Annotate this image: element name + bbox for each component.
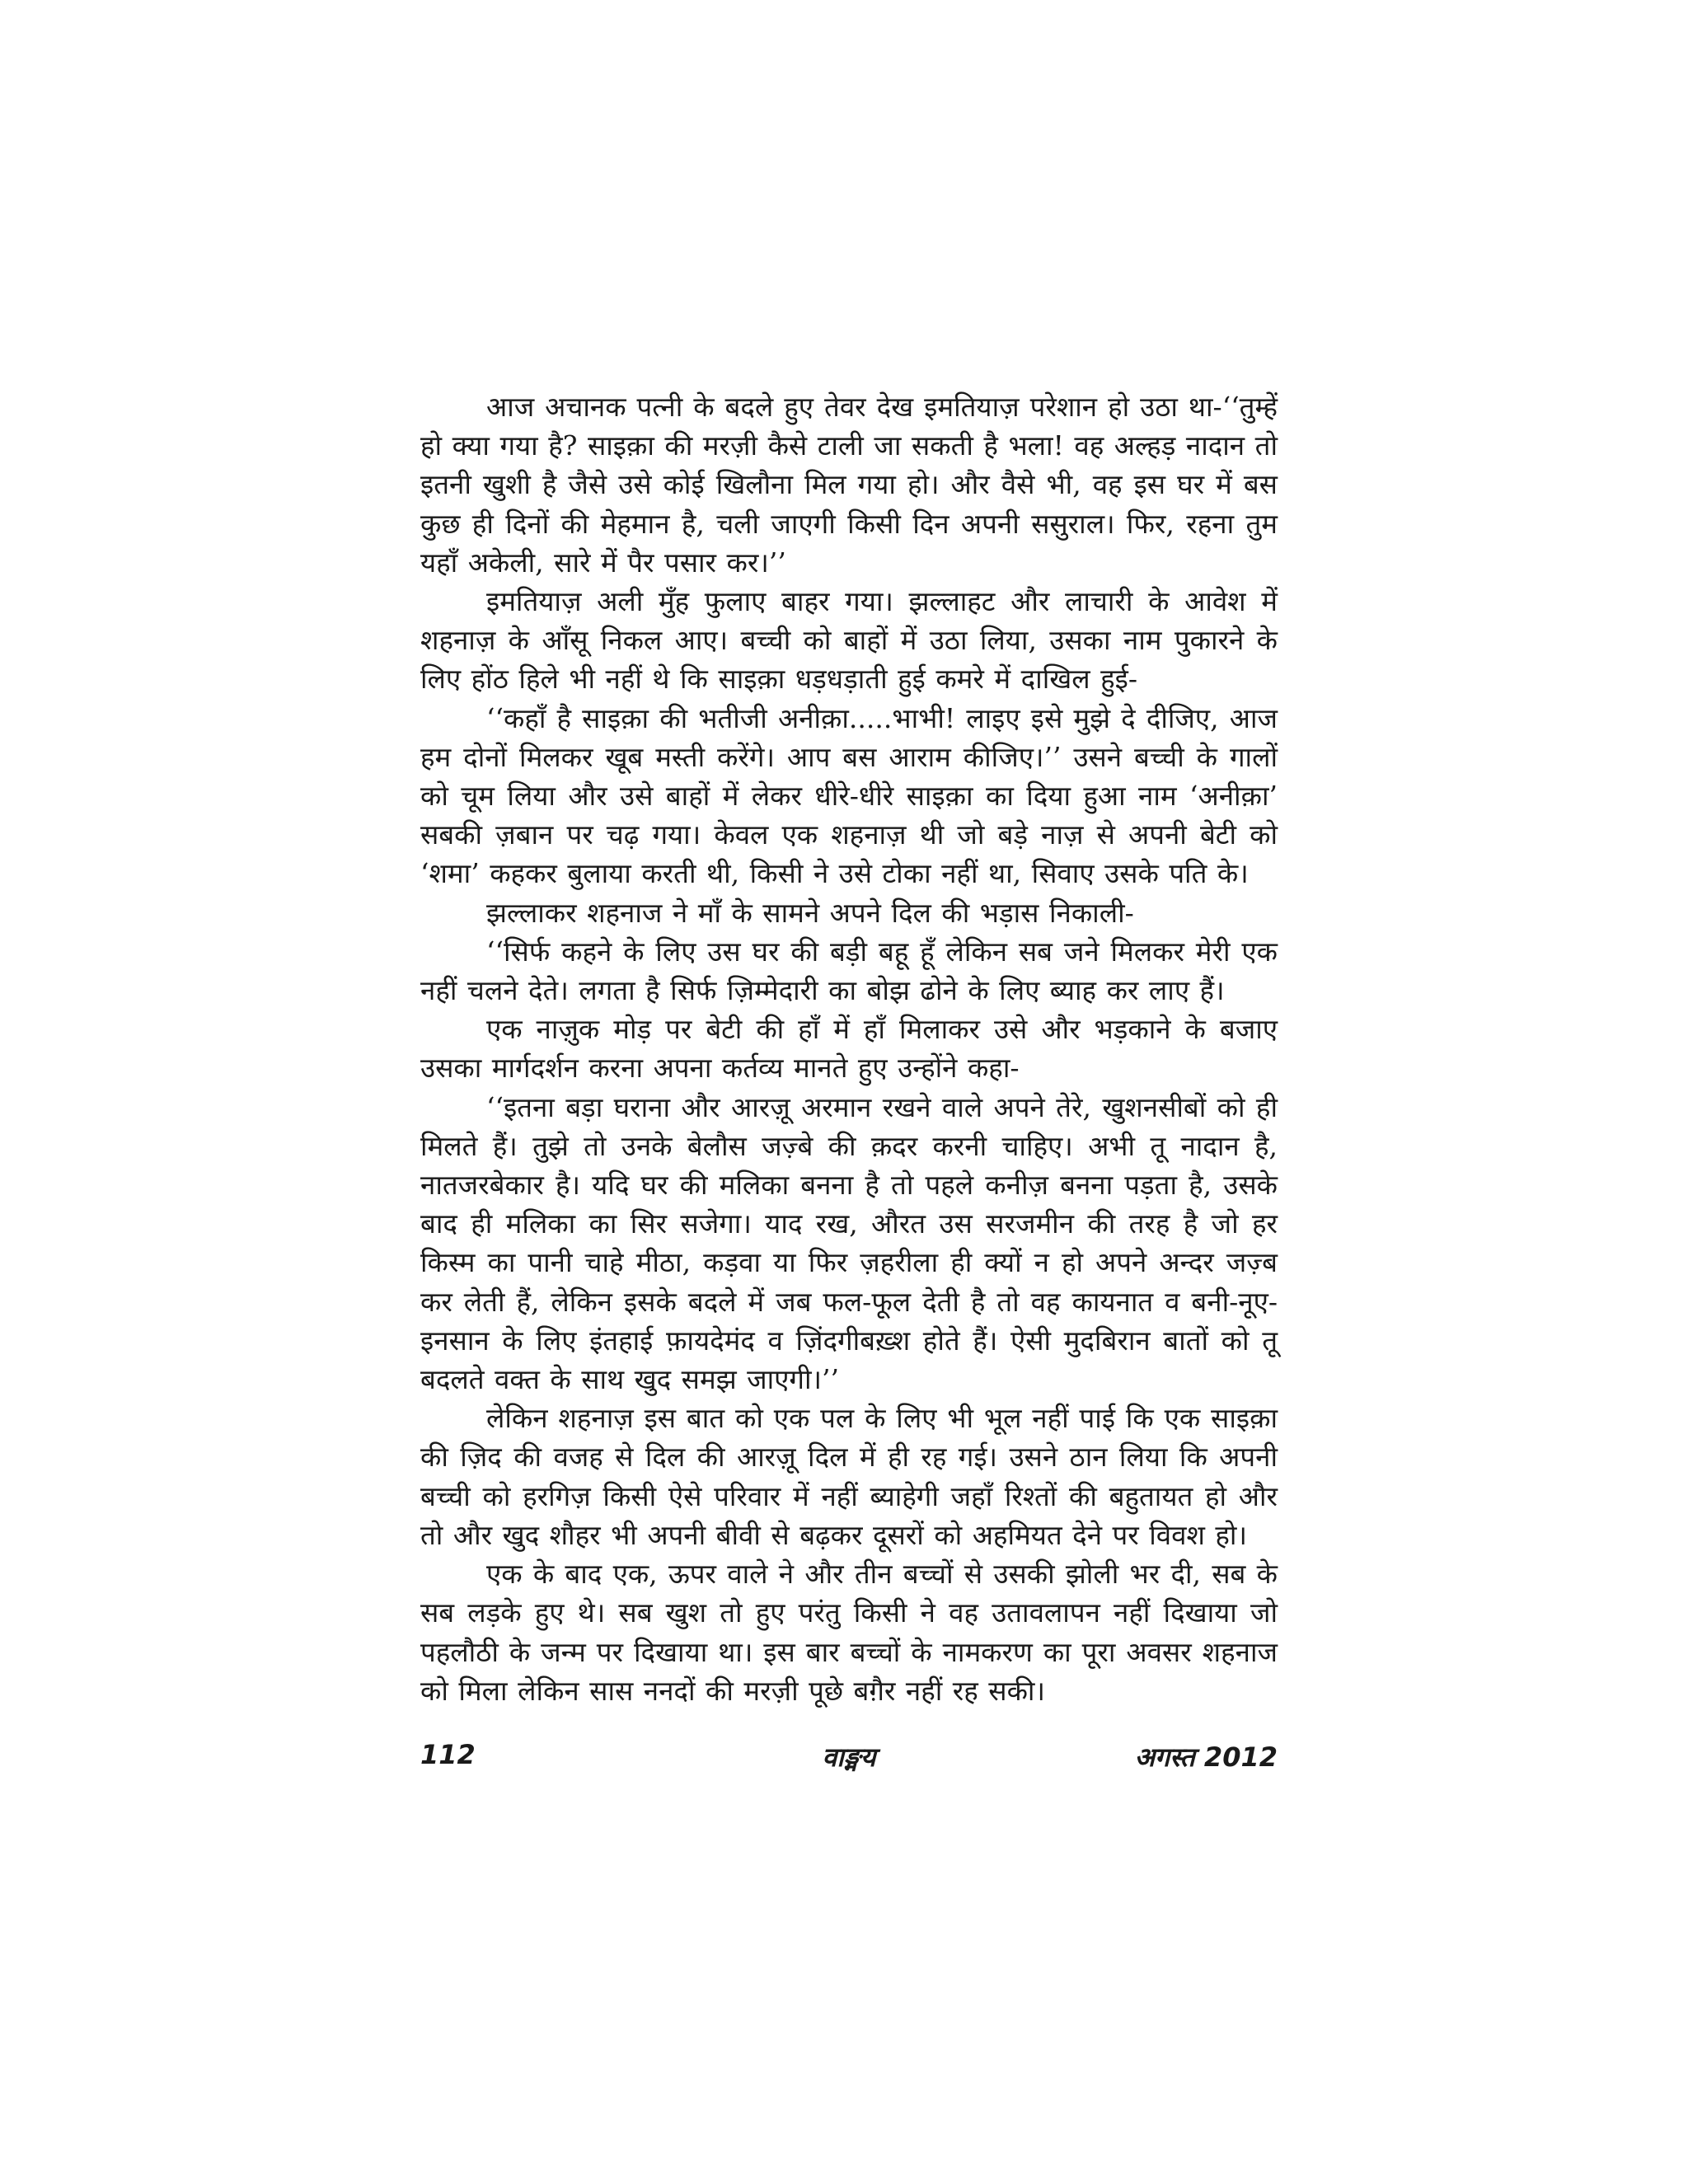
paragraph: झल्लाकर शहनाज ने माँ के सामने अपने दिल की भड़ास निकाली- (486, 896, 1134, 929)
paragraph: ‘‘सिर्फ कहने के लिए उस घर की बड़ी बहू हूँ लेकिन सब जने मिलकर मेरी एक नहीं चलने देते। लगता है सिर्फ ज़िम्मेदारी का बोझ ढोने के लिए ब्याह कर लाए हैं। (420, 935, 1278, 1007)
paragraph: लेकिन शहनाज़ इस बात को एक पल के लिए भी भूल नहीं पाई कि एक साइक़ा की ज़िद की वजह से दिल की आरज़ू दिल में ही रह गई। उसने ठान लिया कि अपनी बच्ची को हरगिज़ किसी ऐसे परिवार में नहीं ब्याहेगी जहाँ रिश्तों की बहुतायत हो और तो और खुद शौहर भी अपनी बीवी से बढ़कर दूसरों को अहमियत देने पर विवश हो। (420, 1402, 1278, 1551)
story-text (420, 387, 1278, 1710)
journal-name: वाङ्मय (822, 1741, 876, 1773)
paragraph: आज अचानक पत्नी के बदले हुए तेवर देख इमतियाज़ परेशान हो उठा था-‘‘तुम्हें हो क्या गया है? साइक़ा की मरज़ी कैसे टाली जा सकती है भला! वह अल्हड़ नादान तो इतनी खुशी है जैसे उसे कोई खिलौना मिल गया हो। और वैसे भी, वह इस घर में बस कुछ ही दिनों की मेहमान है, चली जाएगी किसी दिन अपनी ससुराल। फिर, रहना तुम यहाँ अकेली, सारे में पैर पसार कर।’’ (420, 391, 1278, 579)
paragraph: ‘‘इतना बड़ा घराना और आरज़ू अरमान रखने वाले अपने तेरे, खुशनसीबों को ही मिलते हैं। तुझे तो उनके बेलौस जज़्बे की क़दर करनी चाहिए। अभी तू नादान है, नातजरबेकार है। यदि घर की मलिका बनना है तो पहले कनीज़ बनना पड़ता है, उसके बाद ही मलिका का सिर सजेगा। याद रख, औरत उस सरजमीन की तरह है जो हर किस्म का पानी चाहे मीठा, कड़वा या फिर ज़हरीला ही क्यों न हो अपने अन्दर जज़्ब कर लेती हैं, लेकिन इसके बदले में जब फल-फूल देती है तो वह कायनात व बनी-नूए-इनसान के लिए इंतहाई फ़ायदेमंद व ज़िंदगीबख़्श होते हैं। ऐसी मुदबिरान बातों को तू बदलते वक्त के साथ खुद समझ जाएगी।’’ (420, 1090, 1278, 1396)
page-number: 112 (420, 1739, 476, 1770)
issue-date: अगस्त 2012 (1134, 1741, 1278, 1773)
paragraph: एक नाज़ुक मोड़ पर बेटी की हाँ में हाँ मिलाकर उसे और भड़काने के बजाए उसका मार्गदर्शन करना अपना कर्तव्य मानते हुए उन्होंने कहा- (420, 1013, 1278, 1085)
paragraph: इमतियाज़ अली मुँह फुलाए बाहर गया। झल्लाहट और लाचारी के आवेश में शहनाज़ के आँसू निकल आए। बच्ची को बाहों में उठा लिया, उसका नाम पुकारने के लिए होंठ हिले भी नहीं थे कि साइक़ा धड़धड़ाती हुई कमरे में दाखिल हुई- (420, 585, 1278, 696)
paragraph: ‘‘कहाँ है साइक़ा की भतीजी अनीक़ा.....भाभी! लाइए इसे मुझे दे दीजिए, आज हम दोनों मिलकर खूब मस्ती करेंगे। आप बस आराम कीजिए।’’ उसने बच्ची के गालों को चूम लिया और उसे बाहों में लेकर धीरे-धीरे साइक़ा का दिया हुआ नाम ‘अनीक़ा’ सबकी ज़बान पर चढ़ गया। केवल एक शहनाज़ थी जो बड़े नाज़ से अपनी बेटी को ‘शमा’ कहकर बुलाया करती थी, किसी ने उसे टोका नहीं था, सिवाए उसके पति के। (420, 701, 1278, 890)
page-footer (420, 1739, 1278, 1780)
paragraph: एक के बाद एक, ऊपर वाले ने और तीन बच्चों से उसकी झोली भर दी, सब के सब लड़के हुए थे। सब खुश तो हुए परंतु किसी ने वह उतावलापन नहीं दिखाया जो पहलौठी के जन्म पर दिखाया था। इस बार बच्चों के नामकरण का पूरा अवसर शहनाज को मिला लेकिन सास ननदों की मरज़ी पूछे बग़ैर नहीं रह सकी। (420, 1558, 1278, 1707)
